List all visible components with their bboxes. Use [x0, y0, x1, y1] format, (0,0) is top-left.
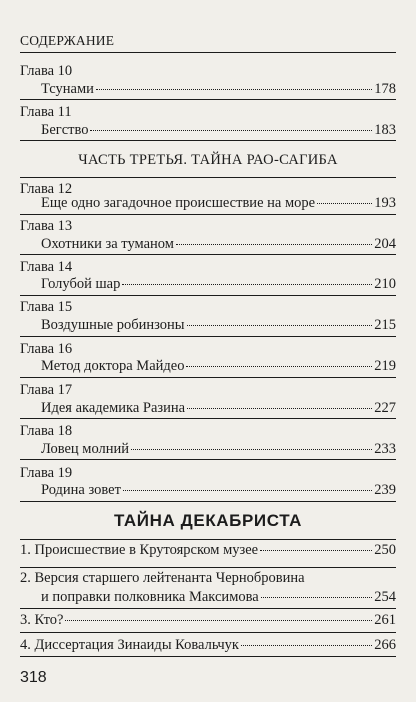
toc-entry-page: 183 [374, 122, 396, 138]
toc-entry-title: Родина зовет [41, 482, 121, 498]
toc-entry-title: Метод доктора Майдео [41, 358, 185, 374]
toc-entry-page: 215 [374, 317, 396, 333]
toc-entry[interactable] [41, 276, 396, 293]
entry-rule [20, 377, 396, 378]
chapter-label: Глава 17 [20, 382, 73, 398]
toc-entry[interactable] [41, 441, 396, 458]
toc-entry-title: Идея академика Разина [41, 400, 186, 416]
dot-leader [176, 244, 372, 245]
entry-rule [20, 632, 396, 633]
toc-entry[interactable] [41, 358, 396, 375]
toc-entry-page: 219 [374, 358, 396, 374]
entry-rule [20, 656, 396, 657]
chapter-label: Глава 10 [20, 63, 73, 79]
book-title: ТАЙНА ДЕКАБРИСТА [113, 511, 302, 530]
dot-leader [90, 130, 372, 131]
dot-leader [260, 550, 372, 551]
part-rule [20, 177, 396, 178]
toc-entry-title: 1. Происшествие в Крутоярском музее [20, 542, 259, 558]
toc-entry-page: 233 [374, 441, 396, 457]
entry-rule [20, 336, 396, 337]
toc-entry-page: 227 [374, 400, 396, 416]
entry-rule [20, 295, 396, 296]
toc-entry[interactable] [41, 81, 396, 98]
toc-entry-title: 4. Диссертация Зинаиды Ковальчук [20, 637, 239, 653]
toc-entry-title: 3. Кто? [20, 612, 64, 628]
toc-entry-page: 266 [374, 637, 396, 653]
chapter-label: Глава 11 [20, 104, 72, 120]
dot-leader [186, 366, 372, 367]
entry-rule [20, 254, 396, 255]
toc-entry-title: Тсунами [41, 81, 94, 97]
chapter-label: Глава 14 [20, 259, 73, 275]
chapter-label: Глава 16 [20, 341, 73, 357]
running-head: СОДЕРЖАНИЕ [20, 33, 115, 48]
toc-entry-title: Ловец молний [41, 441, 130, 457]
toc-entry[interactable] [20, 637, 396, 654]
dot-leader [96, 89, 372, 90]
dot-leader [187, 325, 373, 326]
chapter-label: Глава 18 [20, 423, 73, 439]
toc-entry[interactable] [41, 400, 396, 417]
toc-entry-page: 239 [374, 482, 396, 498]
toc-entry[interactable] [41, 589, 396, 606]
toc-entry[interactable] [20, 612, 396, 629]
dot-leader [123, 490, 372, 491]
entry-rule [20, 608, 396, 609]
toc-entry-page: 254 [374, 589, 396, 605]
book-title-rule [20, 539, 396, 540]
toc-entry[interactable] [41, 122, 396, 139]
dot-leader [187, 408, 372, 409]
toc-entry-title: Охотники за туманом [41, 236, 174, 252]
dot-leader [65, 620, 372, 621]
chapter-label: Глава 15 [20, 299, 73, 315]
toc-entry[interactable] [41, 317, 396, 334]
entry-rule [20, 459, 396, 460]
entry-rule [20, 567, 396, 568]
toc-entry-title: Еще одно загадочное происшествие на море [41, 195, 316, 211]
toc-entry-page: 193 [374, 195, 396, 211]
chapter-label: Глава 12 [20, 181, 73, 197]
toc-entry[interactable] [20, 542, 396, 559]
toc-entry-title: Бегство [41, 122, 89, 138]
toc-entry-title-line1: 2. Версия старшего лейтенанта Чернобровина [20, 570, 305, 586]
toc-entry-page: 261 [374, 612, 396, 628]
entry-rule [20, 418, 396, 419]
part-title: ЧАСТЬ ТРЕТЬЯ. ТАЙНА РАО-САГИБА [78, 152, 338, 168]
dot-leader [317, 203, 372, 204]
toc-entry-title: Воздушные робинзоны [41, 317, 185, 333]
dot-leader [131, 449, 372, 450]
toc-entry-page: 250 [374, 542, 396, 558]
toc-entry-page: 178 [374, 81, 396, 97]
chapter-label: Глава 13 [20, 218, 73, 234]
dot-leader [122, 284, 372, 285]
entry-rule [20, 214, 396, 215]
toc-entry[interactable] [41, 236, 396, 253]
toc-entry-page: 210 [374, 276, 396, 292]
toc-entry-page: 204 [374, 236, 396, 252]
toc-entry[interactable] [41, 482, 396, 499]
entry-rule [20, 99, 396, 100]
toc-entry-title: Голубой шар [41, 276, 121, 292]
header-rule [20, 52, 396, 53]
page-number: 318 [20, 669, 47, 686]
chapter-label: Глава 19 [20, 465, 73, 481]
dot-leader [241, 645, 372, 646]
toc-entry[interactable] [41, 195, 396, 212]
entry-rule [20, 140, 396, 141]
toc-entry-title-line2: и поправки полковника Максимова [41, 589, 259, 605]
entry-rule [20, 501, 396, 502]
dot-leader [261, 597, 373, 598]
